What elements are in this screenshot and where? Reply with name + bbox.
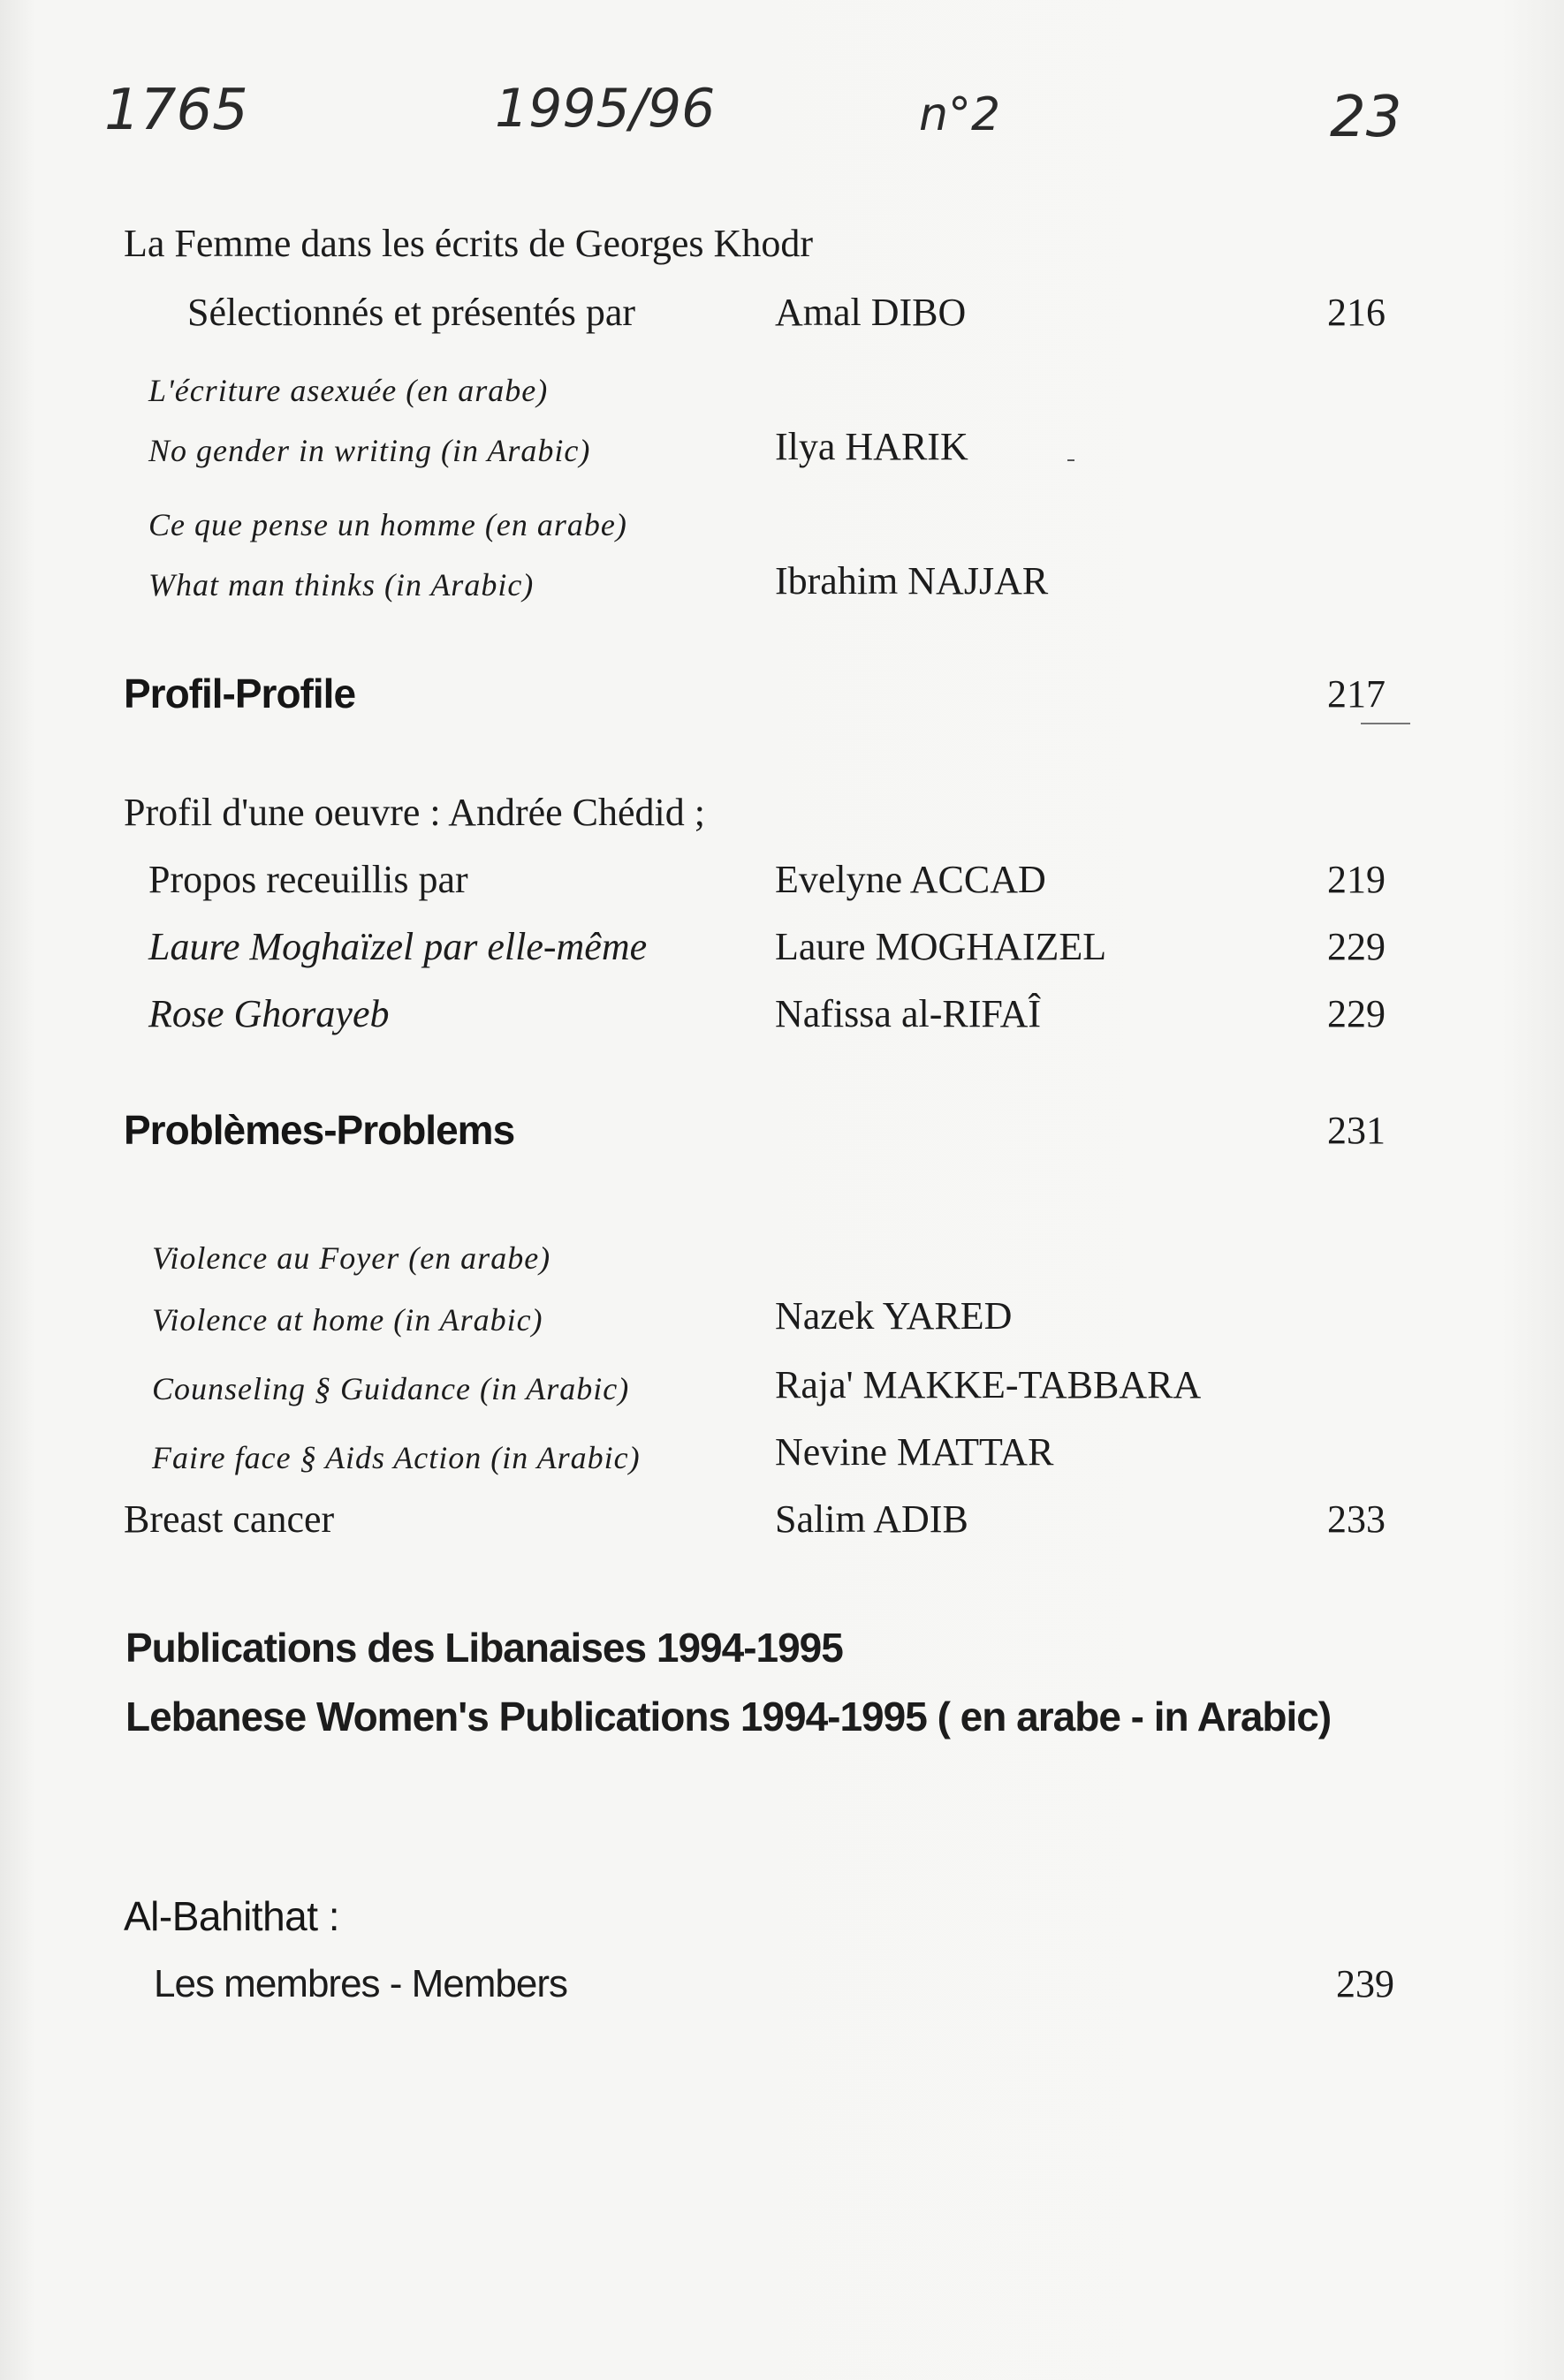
handwritten-year: 1995/96 bbox=[495, 78, 716, 140]
page-number: 231 bbox=[1327, 1109, 1386, 1152]
albahithat-label: Al-Bahithat : bbox=[124, 1893, 340, 1939]
entry-subtitle: Propos receuillis par bbox=[148, 858, 468, 901]
section-heading-publications bbox=[125, 1613, 1380, 1751]
entry-title: Faire face § Aids Action (in Arabic) bbox=[152, 1440, 641, 1475]
entry-title-en: No gender in writing (in Arabic) bbox=[148, 433, 591, 468]
handwritten-page-mark: 23 bbox=[1330, 85, 1402, 150]
entry-author: Nafissa al-RIFAÎ bbox=[775, 992, 1041, 1035]
entry-author: Laure MOGHAIZEL bbox=[775, 925, 1107, 968]
section-heading-profile: Profil-Profile bbox=[124, 671, 356, 716]
entry-author: Salim ADIB bbox=[775, 1497, 968, 1541]
entry-title: Laure Moghaïzel par elle-même bbox=[148, 925, 648, 968]
page-number: 239 bbox=[1336, 1962, 1394, 2005]
page-number: 219 bbox=[1327, 858, 1386, 901]
entry-author: Evelyne ACCAD bbox=[775, 858, 1046, 901]
handwritten-issue: n°2 bbox=[919, 88, 1001, 141]
publications-title-fr: Publications des Libanaises 1994-1995 bbox=[125, 1625, 843, 1671]
stray-mark bbox=[1067, 459, 1074, 461]
entry-author: Ilya HARIK bbox=[775, 425, 968, 468]
entry-title: Breast cancer bbox=[124, 1497, 335, 1541]
page-number: 233 bbox=[1327, 1497, 1386, 1541]
entry-author: Nevine MATTAR bbox=[775, 1430, 1054, 1474]
entry-title-fr: Violence au Foyer (en arabe) bbox=[152, 1240, 551, 1276]
underline-mark bbox=[1361, 723, 1410, 724]
handwritten-ref-number: 1765 bbox=[104, 78, 248, 143]
entry-title: La Femme dans les écrits de Georges Khodr bbox=[124, 222, 813, 265]
publications-title-en: Lebanese Women's Publications 1994-1995 ( en arabe - in Arabic) bbox=[125, 1694, 1332, 1740]
page-number: 217 bbox=[1327, 672, 1386, 716]
entry-title-fr: Ce que pense un homme (en arabe) bbox=[148, 507, 627, 542]
section-heading-albahithat bbox=[124, 1892, 339, 1940]
entry-author: Nazek YARED bbox=[775, 1294, 1013, 1338]
entry-author: Ibrahim NAJJAR bbox=[775, 559, 1049, 603]
entry-subtitle: Sélectionnés et présentés par bbox=[187, 291, 636, 334]
page-number: 229 bbox=[1327, 925, 1386, 968]
entry-title-fr: L'écriture asexuée (en arabe) bbox=[148, 373, 549, 408]
entry-title-en: What man thinks (in Arabic) bbox=[148, 567, 535, 603]
entry-author: Raja' MAKKE-TABBARA bbox=[775, 1363, 1202, 1406]
entry-author: Amal DIBO bbox=[775, 291, 967, 334]
page-number: 216 bbox=[1327, 291, 1386, 334]
members-entry: Les membres - Members bbox=[154, 1962, 568, 2005]
entry-title: Rose Ghorayeb bbox=[148, 992, 390, 1035]
page-number: 229 bbox=[1327, 992, 1386, 1035]
entry-title-en: Violence at home (in Arabic) bbox=[152, 1302, 543, 1338]
entry-title: Profil d'une oeuvre : Andrée Chédid ; bbox=[124, 791, 706, 834]
entry-title: Counseling § Guidance (in Arabic) bbox=[152, 1371, 630, 1406]
section-heading-problems: Problèmes-Problems bbox=[124, 1107, 515, 1153]
